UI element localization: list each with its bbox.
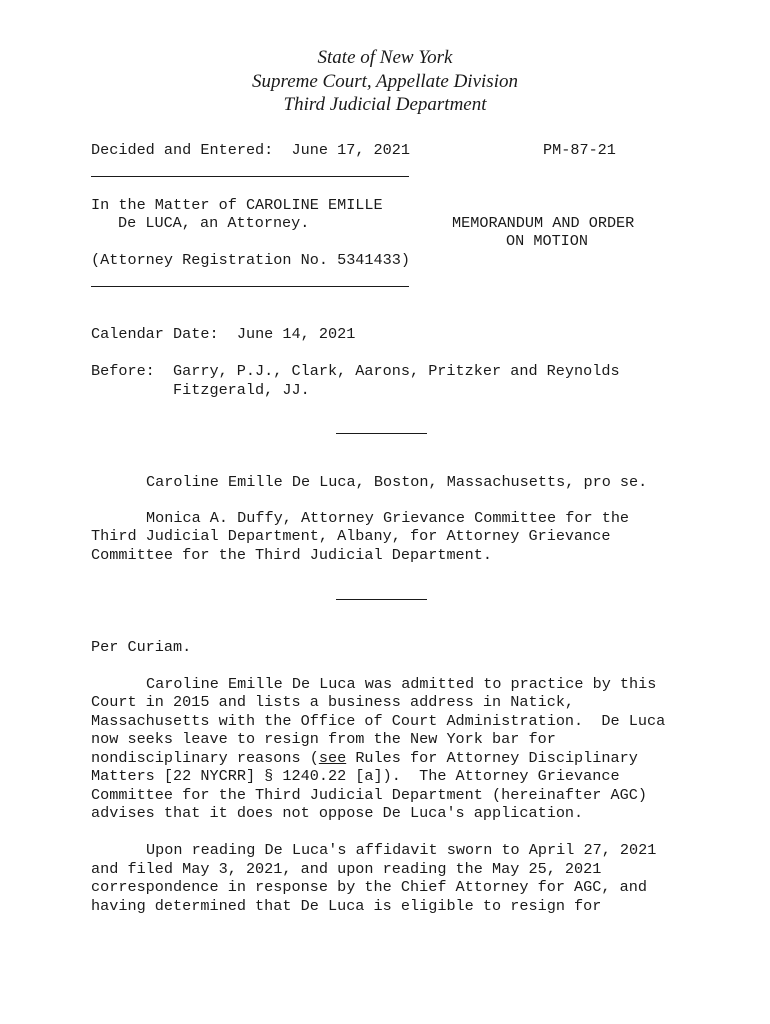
signal-see: see: [318, 749, 347, 767]
before-justices-line1: Garry, P.J., Clark, Aarons, Pritzker and Reynolds: [173, 362, 620, 380]
opinion-p1-line3: Massachusetts with the Office of Court Administration. De Luca: [91, 712, 666, 730]
before-label: Before:: [91, 362, 155, 380]
order-title-line1: MEMORANDUM AND ORDER: [452, 214, 635, 232]
per-curiam: Per Curiam.: [91, 638, 192, 656]
opinion-p1-line2: Court in 2015 and lists a business address in Natick,: [91, 693, 575, 711]
opinion-p2-line2: and filed May 3, 2021, and upon reading the May 25, 2021: [91, 860, 602, 878]
matter-caption-line2: De LUCA, an Attorney.: [118, 214, 310, 232]
docket-number: PM-87-21: [543, 141, 616, 159]
divider-bottom: [91, 286, 409, 287]
section-separator-2: [336, 599, 427, 600]
appearance-agc-line1: Monica A. Duffy, Attorney Grievance Committee for the: [146, 509, 630, 527]
matter-caption-line1: In the Matter of CAROLINE EMILLE: [91, 196, 383, 214]
opinion-p1-line5-end: Rules for Attorney Disciplinary: [346, 749, 638, 767]
opinion-p1-line4: now seeks leave to resign from the New York bar for: [91, 730, 556, 748]
decided-label: Decided and Entered:: [91, 141, 274, 159]
decided-line: [91, 141, 410, 159]
calendar-date: June 14, 2021: [236, 325, 356, 343]
appearance-agc-line3: Committee for the Third Judicial Department.: [91, 546, 493, 564]
opinion-p1-line8: advises that it does not oppose De Luca's application.: [91, 804, 584, 822]
appearance-respondent: Caroline Emille De Luca, Boston, Massachusetts, pro se.: [146, 473, 648, 491]
heading-court: Supreme Court, Appellate Division: [252, 70, 518, 92]
court-heading: [0, 46, 770, 117]
heading-state: State of New York: [317, 47, 453, 68]
decided-date: June 17, 2021: [291, 141, 410, 159]
appearance-agc-line2: Third Judicial Department, Albany, for Attorney Grievance: [91, 527, 611, 545]
attorney-registration: (Attorney Registration No. 5341433): [91, 251, 410, 269]
opinion-p2-line4: having determined that De Luca is eligible to resign for: [91, 897, 602, 915]
opinion-p1-line7: Committee for the Third Judicial Department (hereinafter AGC): [91, 786, 647, 804]
calendar-line: [91, 325, 355, 343]
calendar-label: Calendar Date:: [91, 325, 219, 343]
opinion-p1-line5-start: nondisciplinary reasons (: [91, 749, 319, 767]
opinion-p1-line5: [91, 749, 638, 767]
before-justices-line2: Fitzgerald, JJ.: [173, 381, 310, 399]
section-separator-1: [336, 433, 427, 434]
opinion-p2-line3: correspondence in response by the Chief Attorney for AGC, and: [91, 878, 647, 896]
divider-top: [91, 176, 409, 177]
opinion-p1-line6: Matters [22 NYCRR] § 1240.22 [a]). The Attorney Grievance: [91, 767, 620, 785]
order-title-line2: ON MOTION: [506, 232, 589, 250]
opinion-p1-line1: Caroline Emille De Luca was admitted to practice by this: [146, 675, 657, 693]
heading-department: Third Judicial Department: [283, 94, 487, 115]
opinion-p2-line1: Upon reading De Luca's affidavit sworn to April 27, 2021: [146, 841, 657, 859]
